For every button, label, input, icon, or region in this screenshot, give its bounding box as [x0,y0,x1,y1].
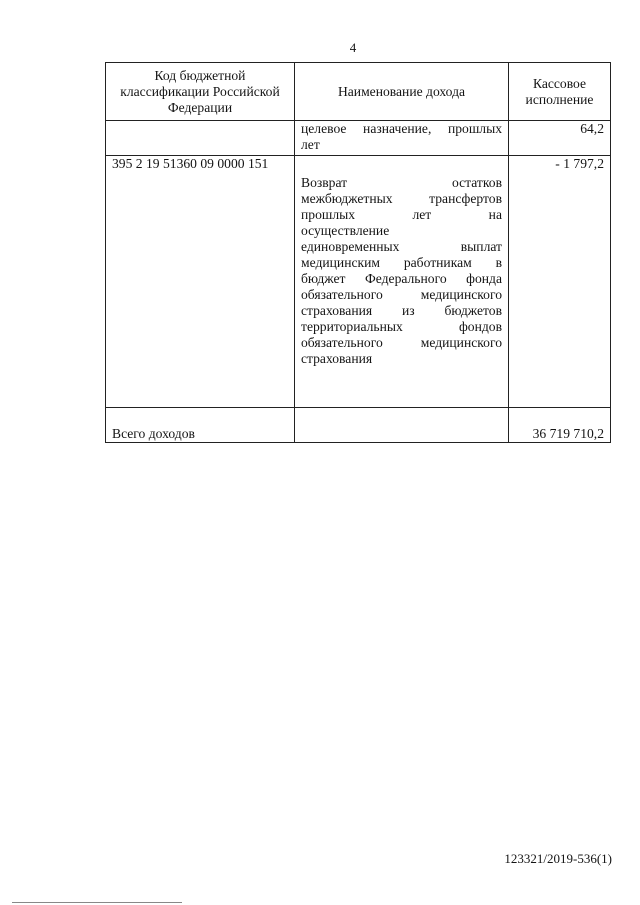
row-name-line: медицинским работникам в [301,255,502,270]
total-label: Всего доходов [106,408,295,443]
row-name-line: страхования из бюджетов [301,303,502,318]
row-name [295,121,509,156]
table-row-total [106,408,611,443]
row-code: 395 2 19 51360 09 0000 151 [106,156,295,408]
document-id: 123321/2019-536(1) [504,851,612,866]
row-name-line: единовременных выплат [301,239,502,254]
row-name-line: территориальных фондов [301,319,502,334]
table-row [106,156,611,408]
row-name-line: осуществление [301,223,390,238]
row-name-line: страхования [301,351,373,366]
header-name: Наименование дохода [295,63,509,121]
row-name [295,156,509,408]
row-name-line: Возврат остатков [301,175,502,190]
total-name-empty [295,408,509,443]
scan-edge-line [12,902,182,903]
row-name-line: лет [301,137,320,152]
row-name-line: прошлых лет на [301,207,502,222]
header-amount: Кассовое исполнение [509,63,611,121]
row-code [106,121,295,156]
row-name-line: обязательного медицинского [301,335,502,350]
row-name-line: межбюджетных трансфертов [301,191,502,206]
row-amount: 64,2 [509,121,611,156]
table-row [106,121,611,156]
income-table [105,62,611,443]
row-amount: - 1 797,2 [509,156,611,408]
row-name-line: целевое назначение, прошлых [301,121,502,136]
total-amount: 36 719 710,2 [509,408,611,443]
row-name-line: обязательного медицинского [301,287,502,302]
page-number: 4 [349,40,357,55]
header-code: Код бюджетной классификации Российской Федерации [106,63,295,121]
table-header-row [106,63,611,121]
row-name-line: бюджет Федерального фонда [301,271,502,286]
